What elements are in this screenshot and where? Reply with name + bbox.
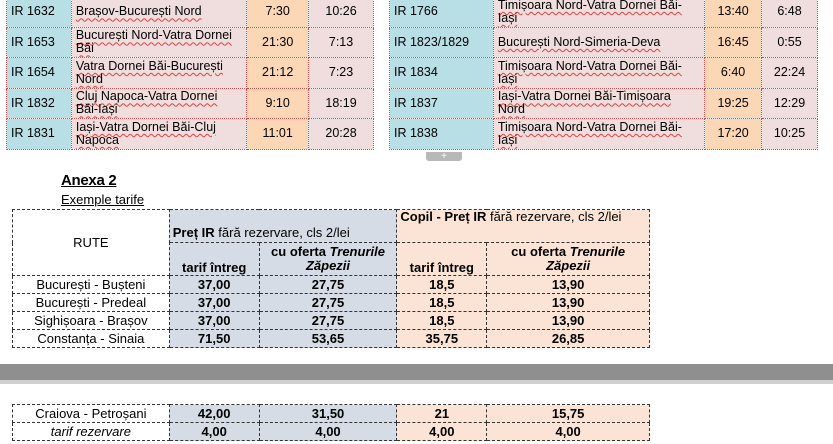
arrival-time: 7:13 [309, 27, 374, 58]
fare-adult-full: 4,00 [169, 423, 259, 441]
departure-time: 9:10 [247, 88, 309, 119]
fare-adult-offer: 53,65 [259, 330, 397, 348]
train-row [390, 119, 818, 150]
fare-adult-full: 42,00 [169, 405, 259, 423]
train-code: IR 1832 [7, 88, 72, 119]
train-row [7, 58, 374, 89]
subheader-adult-full: tarif întreg [169, 243, 259, 276]
departure-time: 6:40 [705, 58, 762, 89]
arrival-time: 12:29 [762, 88, 818, 119]
departure-time: 19:25 [705, 88, 762, 119]
train-route: Iași-Vatra Dornei Băi-Cluj Napoca [71, 119, 246, 150]
header-rute: RUTE [13, 210, 170, 276]
fare-adult-full: 37,00 [169, 312, 259, 330]
arrival-time: 18:19 [309, 88, 374, 119]
subheader-adult-offer: cu oferta Trenurile Zăpezii [259, 243, 397, 276]
train-code: IR 1653 [7, 27, 72, 58]
train-route: Iași-Vatra Dornei Băi-Timișoara Nord [493, 88, 704, 119]
train-row [7, 27, 374, 58]
train-code: IR 1834 [390, 58, 494, 89]
subheader-child-offer: cu oferta Trenurile Zăpezii [487, 243, 650, 276]
fare-row [13, 405, 650, 423]
trains-table-right [389, 0, 818, 150]
fare-adult-offer: 31,50 [259, 405, 397, 423]
arrival-time: 20:28 [309, 119, 374, 150]
fare-row [13, 423, 650, 441]
train-code: IR 1823/1829 [390, 27, 494, 58]
fare-adult-full: 71,50 [169, 330, 259, 348]
train-row [7, 0, 374, 27]
page-break-shadow [0, 380, 833, 384]
page-break [0, 364, 833, 380]
train-route: Timișoara Nord-Vatra Dornei Băi-Iași [493, 119, 704, 150]
fare-child-full: 18,5 [397, 276, 487, 294]
train-code: IR 1632 [7, 0, 72, 27]
fare-child-full: 18,5 [397, 294, 487, 312]
fare-row [13, 276, 650, 294]
train-code: IR 1831 [7, 119, 72, 150]
fare-route: Constanța - Sinaia [13, 330, 170, 348]
arrival-time: 0:55 [762, 27, 818, 58]
departure-time: 16:45 [705, 27, 762, 58]
header-child: Copil - Preț IR fără rezervare, cls 2/lei [397, 210, 650, 243]
fare-route: Craiova - Petroșani [13, 405, 170, 423]
train-route: București Nord-Vatra Dornei Băi [71, 27, 246, 58]
arrival-time: 6:48 [762, 0, 818, 27]
fare-route: tarif rezervare [13, 423, 170, 441]
fare-child-offer: 26,85 [487, 330, 650, 348]
header-adult: Preț IR fără rezervare, cls 2/lei [169, 210, 397, 243]
fare-child-full: 4,00 [397, 423, 487, 441]
fare-row [13, 330, 650, 348]
train-row [390, 0, 818, 27]
fare-route: București - Predeal [13, 294, 170, 312]
fare-adult-full: 37,00 [169, 276, 259, 294]
train-row [7, 119, 374, 150]
train-route: Cluj Napoca-Vatra Dornei Băi-Iași [71, 88, 246, 119]
train-row [390, 88, 818, 119]
departure-time: 7:30 [247, 0, 309, 27]
subheader-child-full: tarif întreg [397, 243, 487, 276]
arrival-time: 10:26 [309, 0, 374, 27]
train-row [390, 58, 818, 89]
fare-adult-offer: 27,75 [259, 294, 397, 312]
train-route: Brașov-București Nord [71, 0, 246, 27]
fare-child-offer: 15,75 [487, 405, 650, 423]
trains-table-left [6, 0, 374, 150]
train-route: București Nord-Simeria-Deva [493, 27, 704, 58]
train-route: Timișoara Nord-Vatra Dornei Băi-Iași [493, 0, 704, 27]
fare-row [13, 294, 650, 312]
fares-table [12, 209, 650, 348]
fare-adult-offer: 4,00 [259, 423, 397, 441]
train-row [390, 27, 818, 58]
fare-adult-offer: 27,75 [259, 312, 397, 330]
departure-time: 13:40 [705, 0, 762, 27]
departure-time: 11:01 [247, 119, 309, 150]
train-code: IR 1837 [390, 88, 494, 119]
departure-time: 21:12 [247, 58, 309, 89]
arrival-time: 7:23 [309, 58, 374, 89]
arrival-time: 10:25 [762, 119, 818, 150]
fare-child-offer: 13,90 [487, 312, 650, 330]
fare-child-full: 21 [397, 405, 487, 423]
fare-child-offer: 4,00 [487, 423, 650, 441]
train-code: IR 1654 [7, 58, 72, 89]
departure-time: 21:30 [247, 27, 309, 58]
fares-table-continued [12, 404, 650, 441]
fare-row [13, 312, 650, 330]
train-route: Vatra Dornei Băi-București Nord [71, 58, 246, 89]
fare-child-offer: 13,90 [487, 276, 650, 294]
train-row [7, 88, 374, 119]
fare-adult-full: 37,00 [169, 294, 259, 312]
fare-child-full: 18,5 [397, 312, 487, 330]
table-move-handle[interactable]: + [426, 152, 462, 161]
annex-subtitle: Exemple tarife [61, 192, 145, 207]
train-code: IR 1766 [390, 0, 494, 27]
departure-time: 17:20 [705, 119, 762, 150]
train-route: Timișoara Nord-Vatra Dornei Băi-Iași [493, 58, 704, 89]
fare-route: Sighișoara - Brașov [13, 312, 170, 330]
fare-child-full: 35,75 [397, 330, 487, 348]
fare-route: București - Bușteni [13, 276, 170, 294]
train-code: IR 1838 [390, 119, 494, 150]
fare-child-offer: 13,90 [487, 294, 650, 312]
fare-adult-offer: 27,75 [259, 276, 397, 294]
arrival-time: 22:24 [762, 58, 818, 89]
annex-title: Anexa 2 [61, 172, 117, 189]
